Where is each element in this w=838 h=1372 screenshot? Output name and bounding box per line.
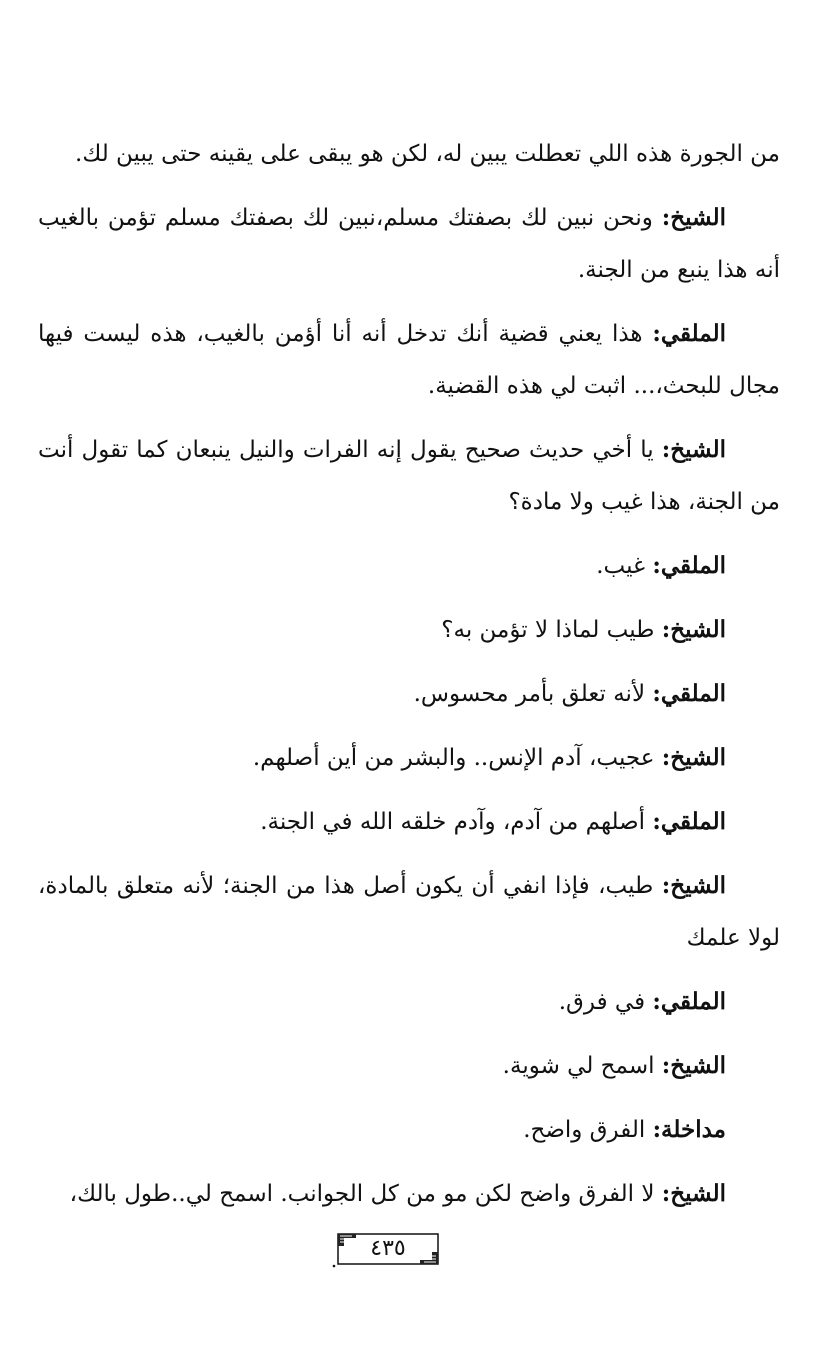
paragraph-9	[38, 860, 780, 964]
paragraph-2	[38, 308, 780, 412]
paragraph-text: طيب لماذا لا تؤمن به؟	[441, 617, 662, 643]
paragraph-text: طيب، فإذا انفي أن يكون أصل هذا من الجنة؛ لأنه متعلق بالمادة، لولا علمك	[38, 873, 780, 951]
speaker-label: الشيخ:	[661, 1052, 726, 1079]
speaker-label: الشيخ:	[661, 616, 726, 643]
speaker-label: الشيخ:	[661, 436, 726, 463]
paragraph-8	[38, 796, 780, 848]
paragraph-1	[38, 192, 780, 296]
paragraph-text: اسمح لي شوية.	[502, 1053, 662, 1079]
speaker-label: مداخلة:	[652, 1116, 726, 1143]
paragraph-text: ونحن نبين لك بصفتك مسلم،نبين لك بصفتك مسلم تؤمن بالغيب أنه هذا ينبع من الجنة.	[38, 205, 780, 283]
speaker-label: الملقي:	[652, 320, 726, 347]
speaker-label: الشيخ:	[661, 872, 726, 899]
speaker-label: الملقي:	[652, 808, 726, 835]
paragraph-7	[38, 732, 780, 784]
text-body	[38, 128, 780, 1232]
page-number: ٤٣٥	[370, 1236, 406, 1261]
speaker-label: الملقي:	[652, 552, 726, 579]
speaker-label: الملقي:	[652, 680, 726, 707]
page-number-frame	[330, 1230, 446, 1270]
paragraph-text: في فرق.	[558, 989, 653, 1015]
paragraph-text: عجيب، آدم الإنس.. والبشر من أين أصلهم.	[252, 745, 662, 771]
paragraph-text: هذا يعني قضية أنك تدخل أنه أنا أؤمن بالغيب، هذه ليست فيها مجال للبحث،... اثبت لي هذه القضية.	[38, 321, 780, 399]
paragraph-6	[38, 668, 780, 720]
paragraph-text: أصلهم من آدم، وآدم خلقه الله في الجنة.	[260, 809, 653, 835]
paragraph-text: من الجورة هذه اللي تعطلت يبين له، لكن هو يبقى على يقينه حتى يبين لك.	[75, 141, 780, 167]
speaker-label: الشيخ:	[661, 204, 726, 231]
paragraph-text: لا الفرق واضح لكن مو من كل الجوانب. اسمح لي..طول بالك،	[69, 1181, 662, 1207]
paragraph-text: لأنه تعلق بأمر محسوس.	[413, 681, 653, 707]
speaker-label: الملقي:	[652, 988, 726, 1015]
paragraph-11	[38, 1040, 780, 1092]
paragraph-text: غيب.	[596, 553, 653, 579]
paragraph-5	[38, 604, 780, 656]
paragraph-4	[38, 540, 780, 592]
paragraph-10	[38, 976, 780, 1028]
paragraph-12	[38, 1104, 780, 1156]
paragraph-13	[38, 1168, 780, 1220]
paragraph-0	[38, 128, 780, 180]
speaker-label: الشيخ:	[661, 744, 726, 771]
speaker-label: الشيخ:	[661, 1180, 726, 1207]
paragraph-text: الفرق واضح.	[523, 1117, 653, 1143]
paragraph-text: يا أخي حديث صحيح يقول إنه الفرات والنيل ينبعان كما تقول أنت من الجنة، هذا غيب ولا مادة؟	[38, 437, 780, 515]
paragraph-3	[38, 424, 780, 528]
